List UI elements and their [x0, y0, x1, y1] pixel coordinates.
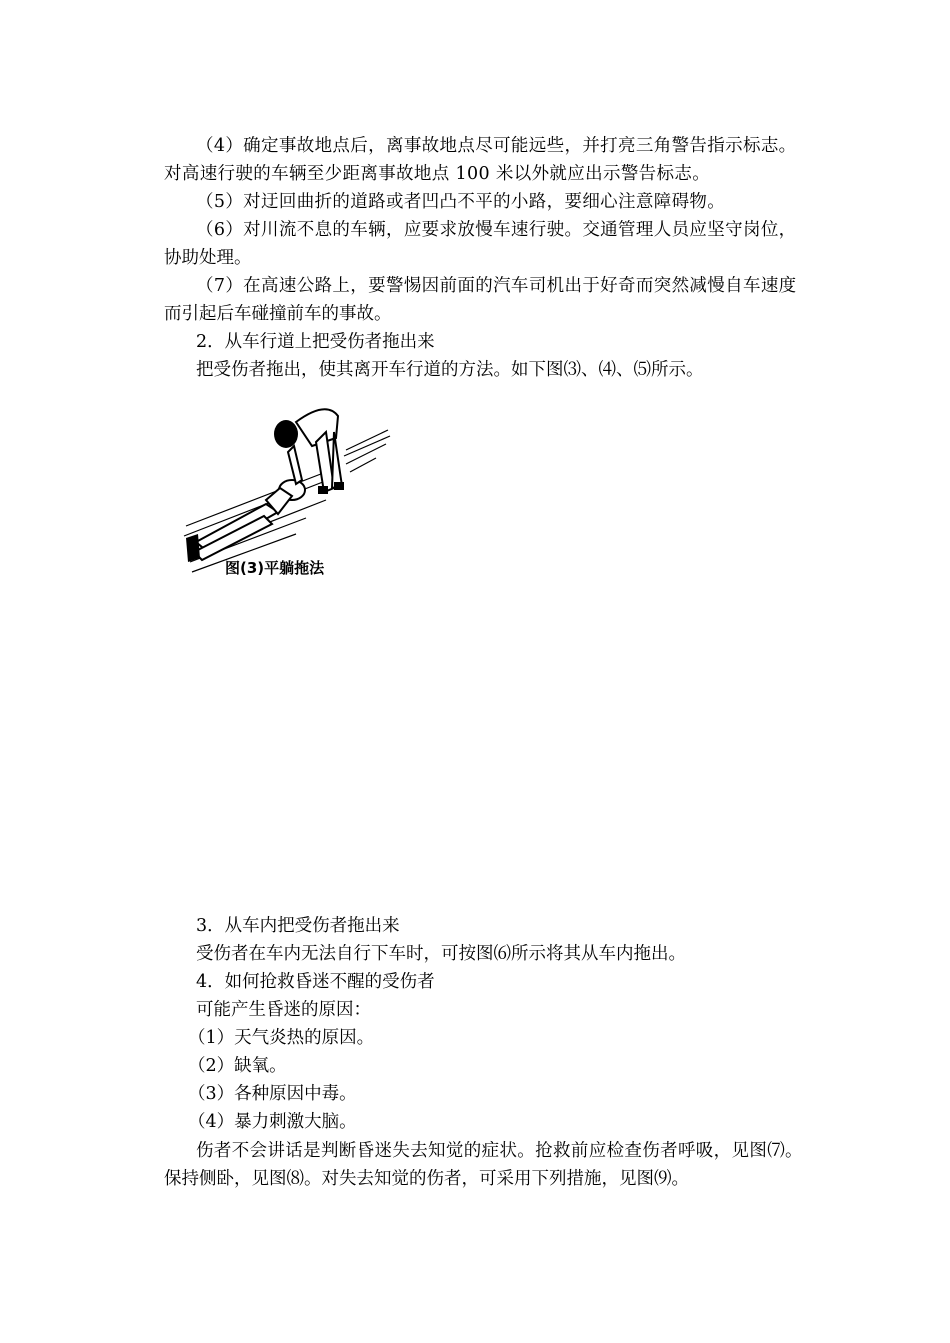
paragraph-line: 对高速行驶的车辆至少距离事故地点 100 米以外就应出示警告标志。 [164, 164, 711, 184]
figure-caption: 图(3)平躺拖法 [225, 559, 325, 577]
drag-victim-illustration-icon [176, 392, 406, 582]
list-item: （4）暴力刺激大脑。 [188, 1112, 357, 1132]
paragraph-line: 把受伤者拖出，使其离开车行道的方法。如下图⑶、⑷、⑸所示。 [196, 360, 704, 380]
section-heading: 3．从车内把受伤者拖出来 [196, 916, 400, 936]
section-heading: 2．从车行道上把受伤者拖出来 [196, 332, 435, 352]
paragraph-line: 受伤者在车内无法自行下车时，可按图⑹所示将其从车内拖出。 [196, 944, 686, 964]
list-item: （3）各种原因中毒。 [188, 1084, 357, 1104]
paragraph-line: 伤者不会讲话是判断昏迷失去知觉的症状。抢救前应检查伤者呼吸，见图⑺。 [196, 1141, 803, 1161]
paragraph-line: （7）在高速公路上，要警惕因前面的汽车司机出于好奇而突然减慢自车速度 [196, 276, 797, 296]
list-item: （1）天气炎热的原因。 [188, 1028, 375, 1048]
section-heading: 4．如何抢救昏迷不醒的受伤者 [196, 972, 435, 992]
paragraph-line: 而引起后车碰撞前车的事故。 [164, 304, 392, 324]
paragraph-line: （6）对川流不息的车辆，应要求放慢车速行驶。交通管理人员应坚守岗位， [196, 220, 797, 240]
paragraph-line: 协助处理。 [164, 248, 252, 268]
paragraph-line: 保持侧卧，见图⑻。对失去知觉的伤者，可采用下列措施，见图⑼。 [164, 1169, 689, 1189]
paragraph-line: （5）对迂回曲折的道路或者凹凸不平的小路，要细心注意障碍物。 [196, 192, 726, 212]
list-item: （2）缺氧。 [188, 1056, 287, 1076]
paragraph-line: 可能产生昏迷的原因： [196, 1000, 371, 1020]
paragraph-line: （4）确定事故地点后，离事故地点尽可能远些，并打亮三角警告指示标志。 [196, 136, 797, 156]
